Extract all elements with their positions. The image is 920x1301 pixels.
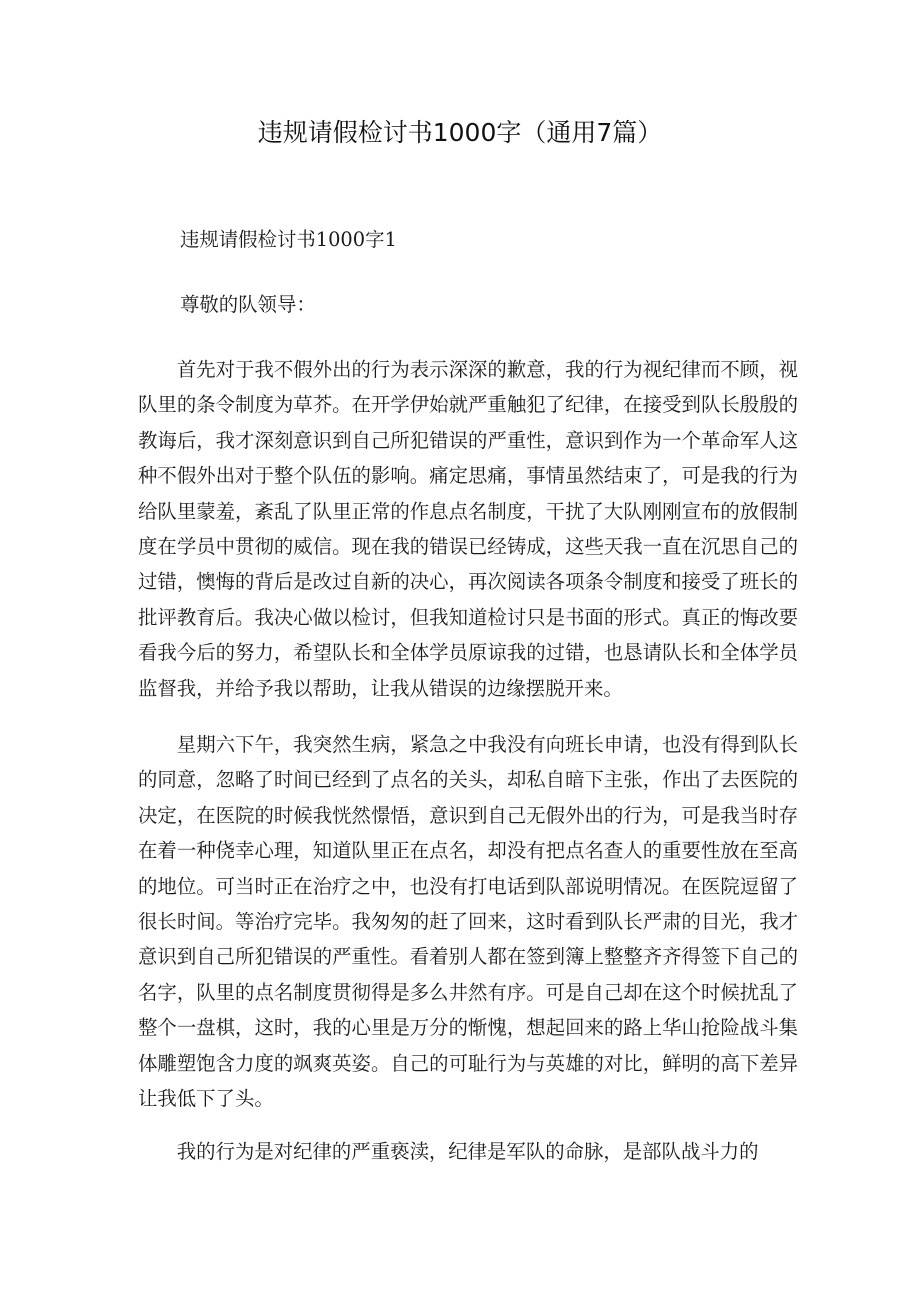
document-title: 违规请假检讨书1000字（通用7篇） [257, 118, 663, 147]
salutation: 尊敬的队领导： [180, 293, 316, 316]
paragraph-1: 首先对于我不假外出的行为表示深深的歉意，我的行为视纪律而不顾，视队里的条令制度为草芥。在开学伊始就严重触犯了纪律，在接受到队长殷殷的教诲后，我才深刻意识到自己所犯错误的严重性，意识到作为一个革命军人这种不假外出对于整个队伍的影响。痛定思痛，事情虽然结束了，可是我的行为给队里蒙羞，紊乱了队里正常的作息点名制度，干扰了大队刚刚宣布的放假制度在学员中贯彻的威信。现在我的错误已经铸成，这些天我一直在沉思自己的过错，懊悔的背后是改过自新的决心，再次阅读各项条令制度和接受了班长的批评教育后。我决心做以检讨，但我知道检讨只是书面的形式。真正的悔改要看我今后的努力，希望队长和全体学员原谅我的过错，也恳请队长和全体学员监督我，并给予我以帮助，让我从错误的边缘摆脱开来。 [138, 358, 798, 700]
section-subtitle: 违规请假检讨书1000字1 [180, 228, 397, 251]
paragraph-2: 星期六下午，我突然生病，紧急之中我没有向班长申请，也没有得到队长的同意，忽略了时间已经到了点名的关头，却私自暗下主张，作出了去医院的决定，在医院的时候我恍然憬悟，意识到自己无假外出的行为，可是我当时存在着一种侥幸心理，知道队里正在点名，却没有把点名查人的重要性放在至高的地位。可当时正在治疗之中，也没有打电话到队部说明情况。在医院逗留了很长时间。等治疗完毕。我匆匆的赶了回来，这时看到队长严肃的目光，我才意识到自己所犯错误的严重性。看着别人都在签到簿上整整齐齐得签下自己的名字，队里的点名制度贯彻得是多么井然有序。可是自己却在这个时候扰乱了整个一盘棋，这时，我的心里是万分的惭愧，想起回来的路上华山抢险战斗集体雕塑饱含力度的飒爽英姿。自己的可耻行为与英雄的对比，鲜明的高下差异让我低下了头。 [138, 733, 798, 1111]
paragraph-3: 我的行为是对纪律的严重亵渎，纪律是军队的命脉，是部队战斗力的 [176, 1140, 759, 1163]
